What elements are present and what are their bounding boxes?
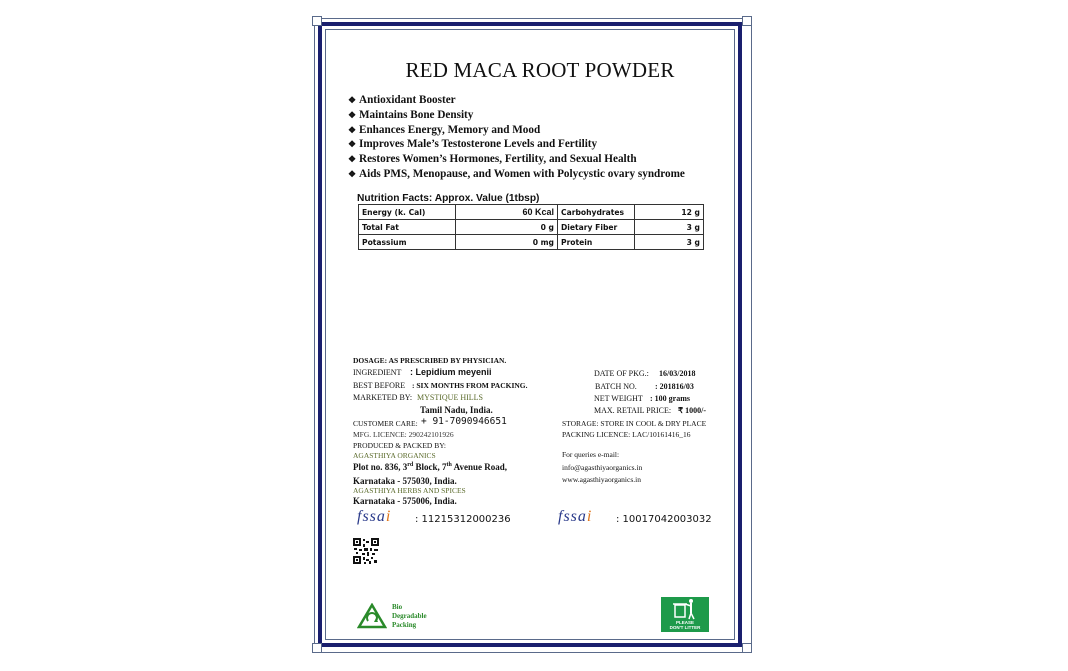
table-row: [359, 235, 704, 250]
dosage-text: DOSAGE: AS PRESCRIBED BY PHYSICIAN.: [353, 356, 507, 365]
produced-by-label: PRODUCED & PACKED BY:: [353, 441, 447, 450]
bullet-icon: ❖: [348, 95, 357, 105]
list-item: ❖ Maintains Bone Density: [348, 108, 474, 121]
table-row: [359, 205, 704, 220]
email-link[interactable]: info@agasthiyaorganics.in: [562, 463, 643, 472]
corner-ornament: [742, 643, 752, 653]
nutrient-label: Potassium: [359, 235, 456, 250]
ingredient-label: INGREDIENT: [353, 368, 402, 377]
table-row: [359, 220, 704, 235]
corner-ornament: [312, 16, 322, 26]
marketed-by-label: MARKETED BY:: [353, 393, 413, 402]
ingredient-value: : Lepidium meyenii: [410, 367, 492, 377]
benefits-list: [348, 93, 685, 182]
net-weight-value: : 100 grams: [650, 394, 690, 403]
customer-care-label: CUSTOMER CARE:: [353, 419, 418, 428]
nutrient-label: Carbohydrates: [558, 205, 635, 220]
producer-address: Plot no. 836, 3rd Block, 7th Avenue Road,: [353, 462, 507, 472]
list-item: ❖ Restores Women’s Hormones, Fertility, and Sexual Health: [348, 153, 637, 166]
nutrient-value: 3 g: [635, 220, 704, 235]
best-before-value: : SIX MONTHS FROM PACKING.: [412, 381, 528, 390]
nutrient-value: 60 Kcal: [456, 205, 558, 220]
website-link[interactable]: www.agasthiyaorganics.in: [562, 475, 641, 484]
list-item: ❖ Aids PMS, Menopause, and Women with Polycystic ovary syndrome: [348, 167, 685, 180]
mfg-licence: MFG. LICENCE: 290242101926: [353, 430, 454, 439]
customer-care-phone: + 91-7090946651: [421, 416, 507, 427]
nutrition-table: [358, 204, 704, 250]
qr-code[interactable]: [353, 538, 379, 564]
dont-litter-badge: [661, 597, 709, 632]
nutrient-label: Energy (k. Cal): [359, 205, 456, 220]
fssai-logo: fssai: [558, 508, 593, 525]
queries-label: For queries e-mail:: [562, 450, 620, 459]
nutrient-value: 3 g: [635, 235, 704, 250]
bullet-icon: ❖: [348, 124, 357, 135]
packing-licence: PACKING LICENCE: LAC/10161416_16: [562, 430, 691, 439]
net-weight-label: NET WEIGHT: [594, 394, 643, 403]
list-item: ❖ Antioxidant Booster: [348, 94, 456, 106]
fssai-logo: fssai: [357, 508, 392, 525]
nutrient-value: 0 mg: [456, 235, 558, 250]
nutrient-label: Protein: [558, 235, 635, 250]
second-city: Karnataka - 575006, India.: [353, 496, 457, 506]
marketer-location: Tamil Nadu, India.: [420, 405, 493, 415]
nutrition-title: Nutrition Facts: Approx. Value (1tbsp): [357, 193, 540, 204]
trash-bin-icon: [661, 597, 709, 621]
corner-ornament: [312, 643, 322, 653]
best-before-label: BEST BEFORE: [353, 381, 406, 390]
bullet-icon: ❖: [348, 139, 357, 150]
batch-value: : 201816/03: [655, 382, 694, 391]
bullet-icon: ❖: [348, 154, 357, 165]
fssai-logo-accent: i: [586, 508, 593, 525]
date-value: 16/03/2018: [659, 369, 696, 378]
mrp-value: ₹ 1000/-: [678, 406, 706, 415]
list-item: ❖ Improves Male’s Testosterone Levels and Fertility: [348, 138, 598, 151]
fssai-logo-accent: i: [385, 508, 392, 525]
bio-degradable-label: Bio Degradable Packing: [392, 603, 427, 629]
bullet-icon: ❖: [348, 109, 357, 120]
producer-city: Karnataka - 575030, India.: [353, 476, 457, 486]
storage-text: STORAGE: STORE IN COOL & DRY PLACE: [562, 419, 707, 428]
recycle-icon: [357, 603, 387, 629]
bullet-icon: ❖: [348, 168, 357, 179]
fssai-licence-1: : 11215312000236: [415, 514, 511, 525]
nutrient-label: Dietary Fiber: [558, 220, 635, 235]
fssai-licence-2: : 10017042003032: [616, 514, 712, 525]
nutrient-value: 0 g: [456, 220, 558, 235]
marketer-name: MYSTIQUE HILLS: [417, 393, 483, 402]
nutrient-label: Total Fat: [359, 220, 456, 235]
list-item: ❖ Enhances Energy, Memory and Mood: [348, 123, 541, 136]
corner-ornament: [742, 16, 752, 26]
product-title: RED MACA ROOT POWDER: [405, 58, 675, 82]
batch-label: BATCH NO.: [595, 382, 637, 391]
dont-litter-label: PLEASE DON'T LITTER: [669, 620, 701, 630]
nutrient-value: 12 g: [635, 205, 704, 220]
date-label: DATE OF PKG.:: [594, 369, 649, 378]
producer-name: AGASTHIYA ORGANICS: [353, 451, 436, 460]
second-company: AGASTHIYA HERBS AND SPICES: [353, 486, 466, 495]
mrp-label: MAX. RETAIL PRICE:: [594, 406, 672, 415]
